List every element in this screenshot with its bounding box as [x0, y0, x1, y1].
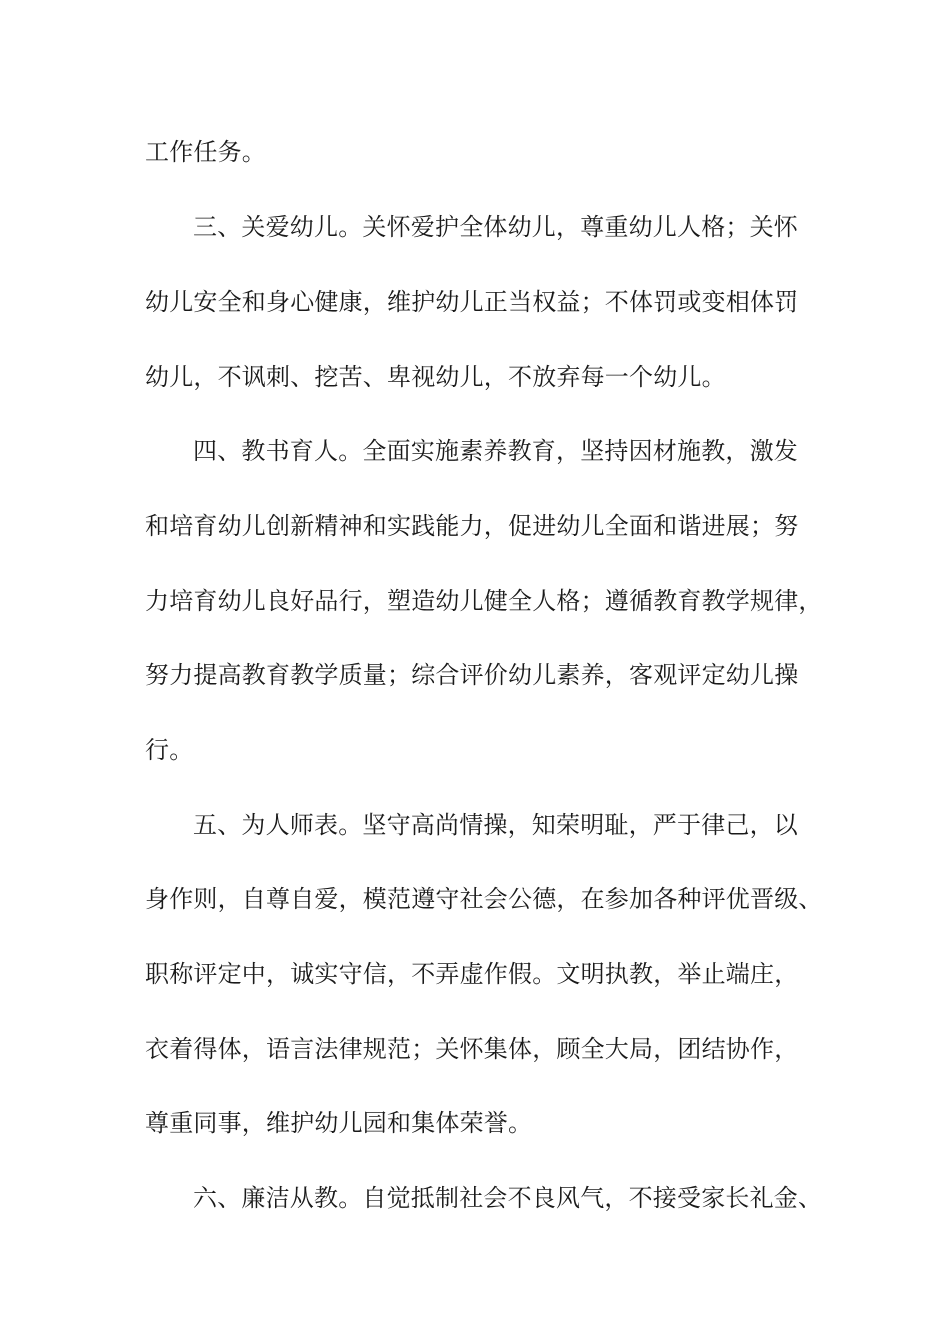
paragraph-heading-line: 六、廉洁从教。自觉抵制社会不良风气，不接受家长礼金、	[193, 1184, 823, 1212]
text-line: 身作则，自尊自爱，模范遵守社会公德，在参加各种评优晋级、	[145, 885, 823, 913]
text-line: 尊重同事，维护幼儿园和集体荣誉。	[145, 1109, 533, 1137]
text-line: 和培育幼儿创新精神和实践能力，促进幼儿全面和谐进展；努	[145, 512, 799, 540]
text-line: 努力提高教育教学质量；综合评价幼儿素养，客观评定幼儿操	[145, 661, 799, 689]
text-line: 工作任务。	[145, 138, 266, 166]
paragraph-heading-line: 三、关爱幼儿。关怀爱护全体幼儿，尊重幼儿人格；关怀	[193, 213, 798, 241]
paragraph-heading-line: 五、为人师表。坚守高尚情操，知荣明耻，严于律己，以	[193, 811, 798, 839]
text-line: 力培育幼儿良好品行，塑造幼儿健全人格；遵循教育教学规律，	[145, 587, 823, 615]
text-line: 行。	[145, 736, 194, 764]
paragraph-heading-line: 四、教书育人。全面实施素养教育，坚持因材施教，激发	[193, 437, 798, 465]
text-line: 幼儿安全和身心健康，维护幼儿正当权益；不体罚或变相体罚	[145, 288, 799, 316]
text-line: 职称评定中，诚实守信，不弄虚作假。文明执教，举止端庄，	[145, 960, 799, 988]
text-line: 衣着得体，语言法律规范；关怀集体，顾全大局，团结协作，	[145, 1035, 799, 1063]
text-line: 幼儿，不讽刺、挖苦、卑视幼儿，不放弃每一个幼儿。	[145, 363, 726, 391]
